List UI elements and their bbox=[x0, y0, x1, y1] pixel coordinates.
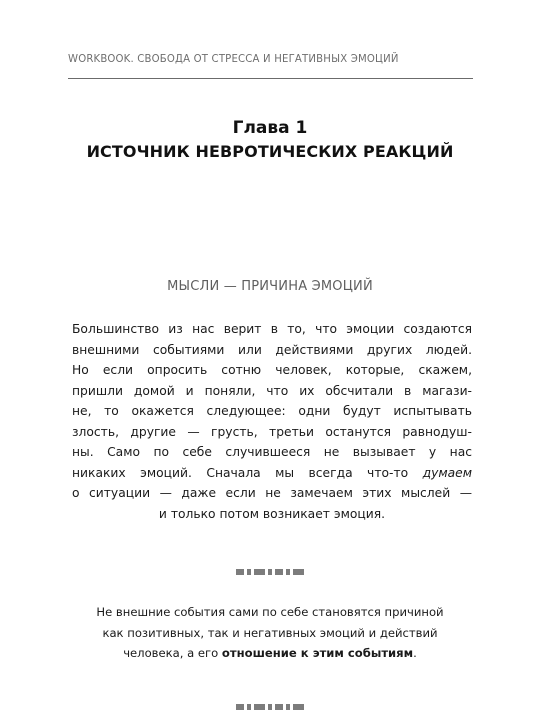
paragraph-line: ны. Само по себе случившееся не вызывает у нас bbox=[72, 445, 472, 459]
paragraph-line: пришли домой и поняли, что их обсчитали в магази- bbox=[72, 383, 472, 398]
section-divider-ornament bbox=[0, 704, 540, 712]
section-title: МЫСЛИ — ПРИЧИНА ЭМОЦИЙ bbox=[167, 279, 373, 294]
paragraph-line: Но если опросить сотню человек, которые, скажем, bbox=[72, 363, 472, 377]
quote-line: как позитивных, так и негативных эмоций и действий bbox=[102, 625, 438, 640]
paragraph-line-text: никаких эмоций. Сначала мы всегда что-то bbox=[72, 465, 423, 480]
header-rule bbox=[68, 78, 473, 79]
running-head: WORKBOOK. СВОБОДА ОТ СТРЕССА И НЕГАТИВНЫХ ЭМОЦИЙ bbox=[68, 52, 399, 65]
paragraph-line bbox=[72, 463, 472, 484]
quote-line bbox=[60, 643, 480, 664]
quote-emphasis: отношение к этим событиям bbox=[221, 646, 414, 660]
paragraph-line: внешними событиями или действиями других людей. bbox=[72, 342, 472, 357]
quote-text: . bbox=[413, 646, 417, 660]
chapter-title: ИСТОЧНИК НЕВРОТИЧЕСКИХ РЕАКЦИЙ bbox=[86, 142, 454, 161]
paragraph-line: не, то окажется следующее: одни будут испытывать bbox=[72, 404, 472, 418]
paragraph-line: Большинство из нас верит в то, что эмоции создаются bbox=[72, 322, 472, 336]
section-divider-ornament bbox=[0, 569, 540, 577]
body-paragraph bbox=[72, 319, 472, 524]
highlight-quote bbox=[60, 602, 480, 664]
quote-text: человека, а его bbox=[123, 646, 222, 660]
emphasis-word: думаем bbox=[422, 465, 472, 480]
paragraph-line: о ситуации — даже если не замечаем этих мыслей — bbox=[72, 486, 472, 500]
paragraph-line: и только потом возникает эмоция. bbox=[158, 506, 386, 521]
chapter-number: Глава 1 bbox=[232, 118, 308, 138]
quote-line: Не внешние события сами по себе становятся причиной bbox=[96, 605, 444, 619]
paragraph-line: злость, другие — грусть, третьи останутся равнодуш- bbox=[72, 424, 472, 439]
